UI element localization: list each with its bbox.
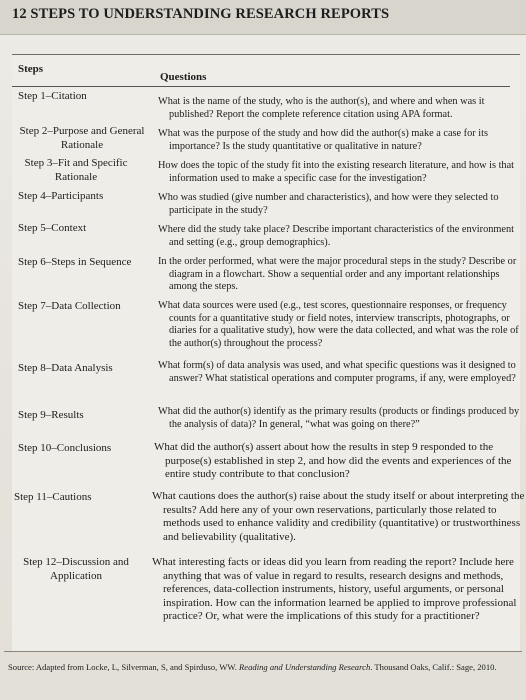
- step-11-question: What cautions does the author(s) raise about the study itself or about interpreting the results? Add here any of your own reservations, particularly those related to methods used to enhance validity and credibility (quantitative) or trustworthiness and believability (qualitative).: [152, 490, 525, 543]
- step-6-question: In the order performed, what were the major procedural steps in the study? Describe or diagram in a flowchart. Show a sequential order and any important relationships among the steps.: [158, 256, 517, 293]
- step-6-label: Step 6–Steps in Sequence: [18, 256, 132, 268]
- step-2-question: What was the purpose of the study and how did the author(s) make a case for its importance? Is the study quantitative or qualitative in nature?: [158, 128, 488, 152]
- header-divider: [12, 86, 510, 87]
- step-5-label: Step 5–Context: [18, 222, 87, 234]
- step-10-label: Step 10–Conclusions: [18, 442, 112, 454]
- document-title: 12 STEPS TO UNDERSTANDING RESEARCH REPORTS: [12, 6, 390, 22]
- step-12-label: Step 12–Discussion and Application: [23, 556, 129, 582]
- step-9-question: What did the author(s) identify as the primary results (products or findings produced by the analysis of data)? In general, “what was going on there?”: [158, 406, 520, 430]
- source-book-title: Reading and Understanding Research: [239, 662, 371, 672]
- steps-column-header: Steps: [18, 63, 44, 75]
- step-11-label: Step 11–Cautions: [14, 491, 92, 503]
- step-4-question: Who was studied (give number and characteristics), and how were they selected to participate in the study?: [158, 192, 499, 216]
- step-9-label: Step 9–Results: [18, 409, 84, 421]
- step-12-question: What interesting facts or ideas did you learn from reading the report? Include here anything that was of value in regard to results, research designs and methods, references, data-collection instruments, history, useful arguments, or personal inspiration. How can the information learned be applied to improve professional practice? Or, what were the implications of this study for a practitioner?: [152, 556, 517, 622]
- source-suffix: . Thousand Oaks, Calif.: Sage, 2010.: [370, 662, 497, 672]
- footer-divider: [4, 651, 522, 652]
- step-2-label: Step 2–Purpose and General Rationale: [19, 125, 145, 151]
- step-7-question: What data sources were used (e.g., test scores, questionnaire responses, or frequency counts for a quantitative study or field notes, interview transcripts, photographs, or diaries for a qualitative study), how were the data collected, and what was the role of the author(s) throughout the process?: [158, 300, 519, 349]
- questions-column-header: Questions: [160, 71, 207, 83]
- step-5-question: Where did the study take place? Describe important characteristics of the environment and setting (e.g., group demographics).: [158, 224, 514, 248]
- step-10-question: What did the author(s) assert about how the results in step 9 responded to the purpose(s) established in step 2, and how did the events and experiences of the entire study contribute to that conclusion?: [154, 441, 512, 480]
- step-3-label: Step 3–Fit and Specific Rationale: [24, 157, 128, 183]
- step-7-label: Step 7–Data Collection: [18, 300, 121, 312]
- step-3-question: How does the topic of the study fit into the existing research literature, and how is that information used to make a specific case for the investigation?: [158, 160, 515, 184]
- step-4-label: Step 4–Participants: [18, 190, 104, 202]
- source-citation: [8, 662, 524, 672]
- step-8-question: What form(s) of data analysis was used, and what specific questions was it designed to answer? What statistical operations and computer programs, if any, were employed?: [158, 360, 516, 384]
- source-prefix: Source: Adapted from Locke, L, Silverman, S, and Spirduso, WW.: [8, 662, 240, 672]
- step-1-label: Step 1–Citation: [18, 90, 87, 102]
- step-1-question: What is the name of the study, who is the author(s), and where and when was it published? Report the complete reference citation using APA format.: [158, 96, 485, 120]
- title-bar: [0, 0, 526, 35]
- step-8-label: Step 8–Data Analysis: [18, 362, 113, 374]
